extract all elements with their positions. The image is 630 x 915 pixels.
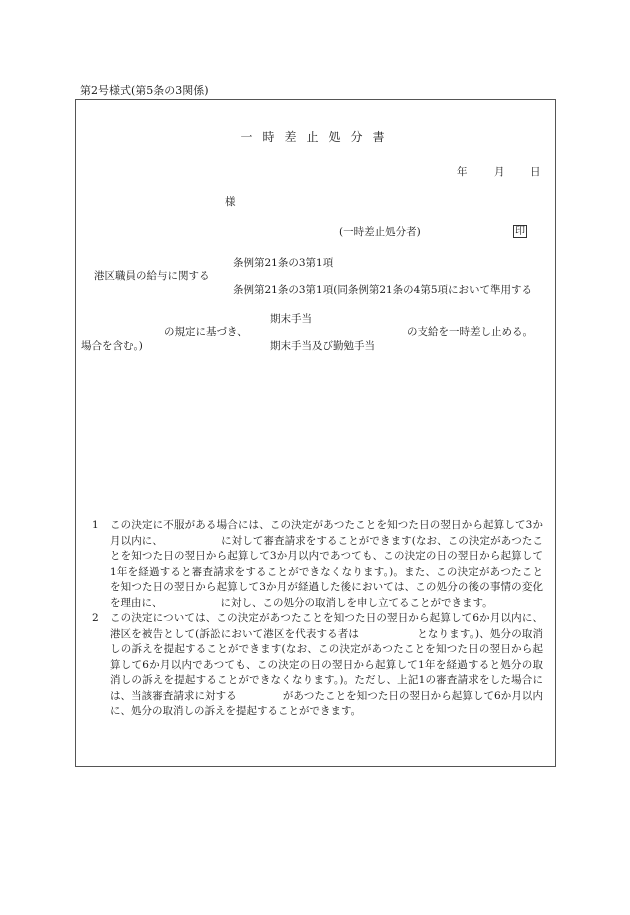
- note-text: この決定に不服がある場合には、この決定があつたことを知つた日の翌日から起算して3か月以内に、 に対して審査請求をすることができます(なお、この決定があつたことを知つた日の翌日から起算して3か月以内であつても、この決定の日の翌日から起算して1年を経過すると審査請求をすることができなくなります。)。また、この決定があつたことを知つた日の翌日から起算して3か月が経過した後においては、この処分の後の事情の変化を理由に、 に対し、この処分の取消しを申し立てることができます。: [110, 519, 543, 609]
- allowance-option-2: 期末手当及び勤勉手当: [270, 340, 375, 352]
- seal-mark: 印: [515, 226, 525, 237]
- note-item: [88, 518, 543, 611]
- basis-option-1: 条例第21条の3第1項: [233, 257, 334, 269]
- date-day: 日: [530, 166, 541, 178]
- addressee-suffix: 様: [225, 196, 236, 208]
- basis-option-2-cont: 場合を含む。): [81, 340, 143, 352]
- date-month: 月: [494, 166, 505, 178]
- document-title: 一時差止処分書: [240, 130, 395, 144]
- note-text: この決定については、この決定があつたことを知つた日の翌日から起算して6か月以内に、港区を被告として(訴訟において港区を代表する者は となります。)、処分の取消しの訴えを提起することができます(なお、この決定があつたことを知つた日の翌日から起算して6か月以内であつても、この決定の日の翌日から起算して1年を経過すると処分の取消しの訴えを提起することができなくなります。)。ただし、上記1の審査請求をした場合には、当該審査請求に対する があつたことを知つた日の翌日から起算して6か月以内に、処分の取消しの訴えを提起することができます。: [110, 612, 543, 717]
- date-year: 年: [457, 166, 468, 178]
- suspension-action: の支給を一時差し止める。: [407, 326, 533, 338]
- issuer-role: (一時差止処分者): [339, 226, 421, 238]
- instruction-notes: [88, 518, 543, 720]
- note-number: 2: [92, 612, 99, 624]
- note-item: [88, 611, 543, 720]
- based-on-text: の規定に基づき、: [164, 326, 248, 338]
- note-number: 1: [92, 519, 99, 531]
- basis-option-2: 条例第21条の3第1項(同条例第21条の4第5項において準用する: [233, 284, 533, 296]
- form-label: 第2号様式(第5条の3関係): [80, 84, 209, 97]
- ordinance-name: 港区職員の給与に関する: [94, 270, 210, 282]
- allowance-option-1: 期末手当: [270, 313, 312, 325]
